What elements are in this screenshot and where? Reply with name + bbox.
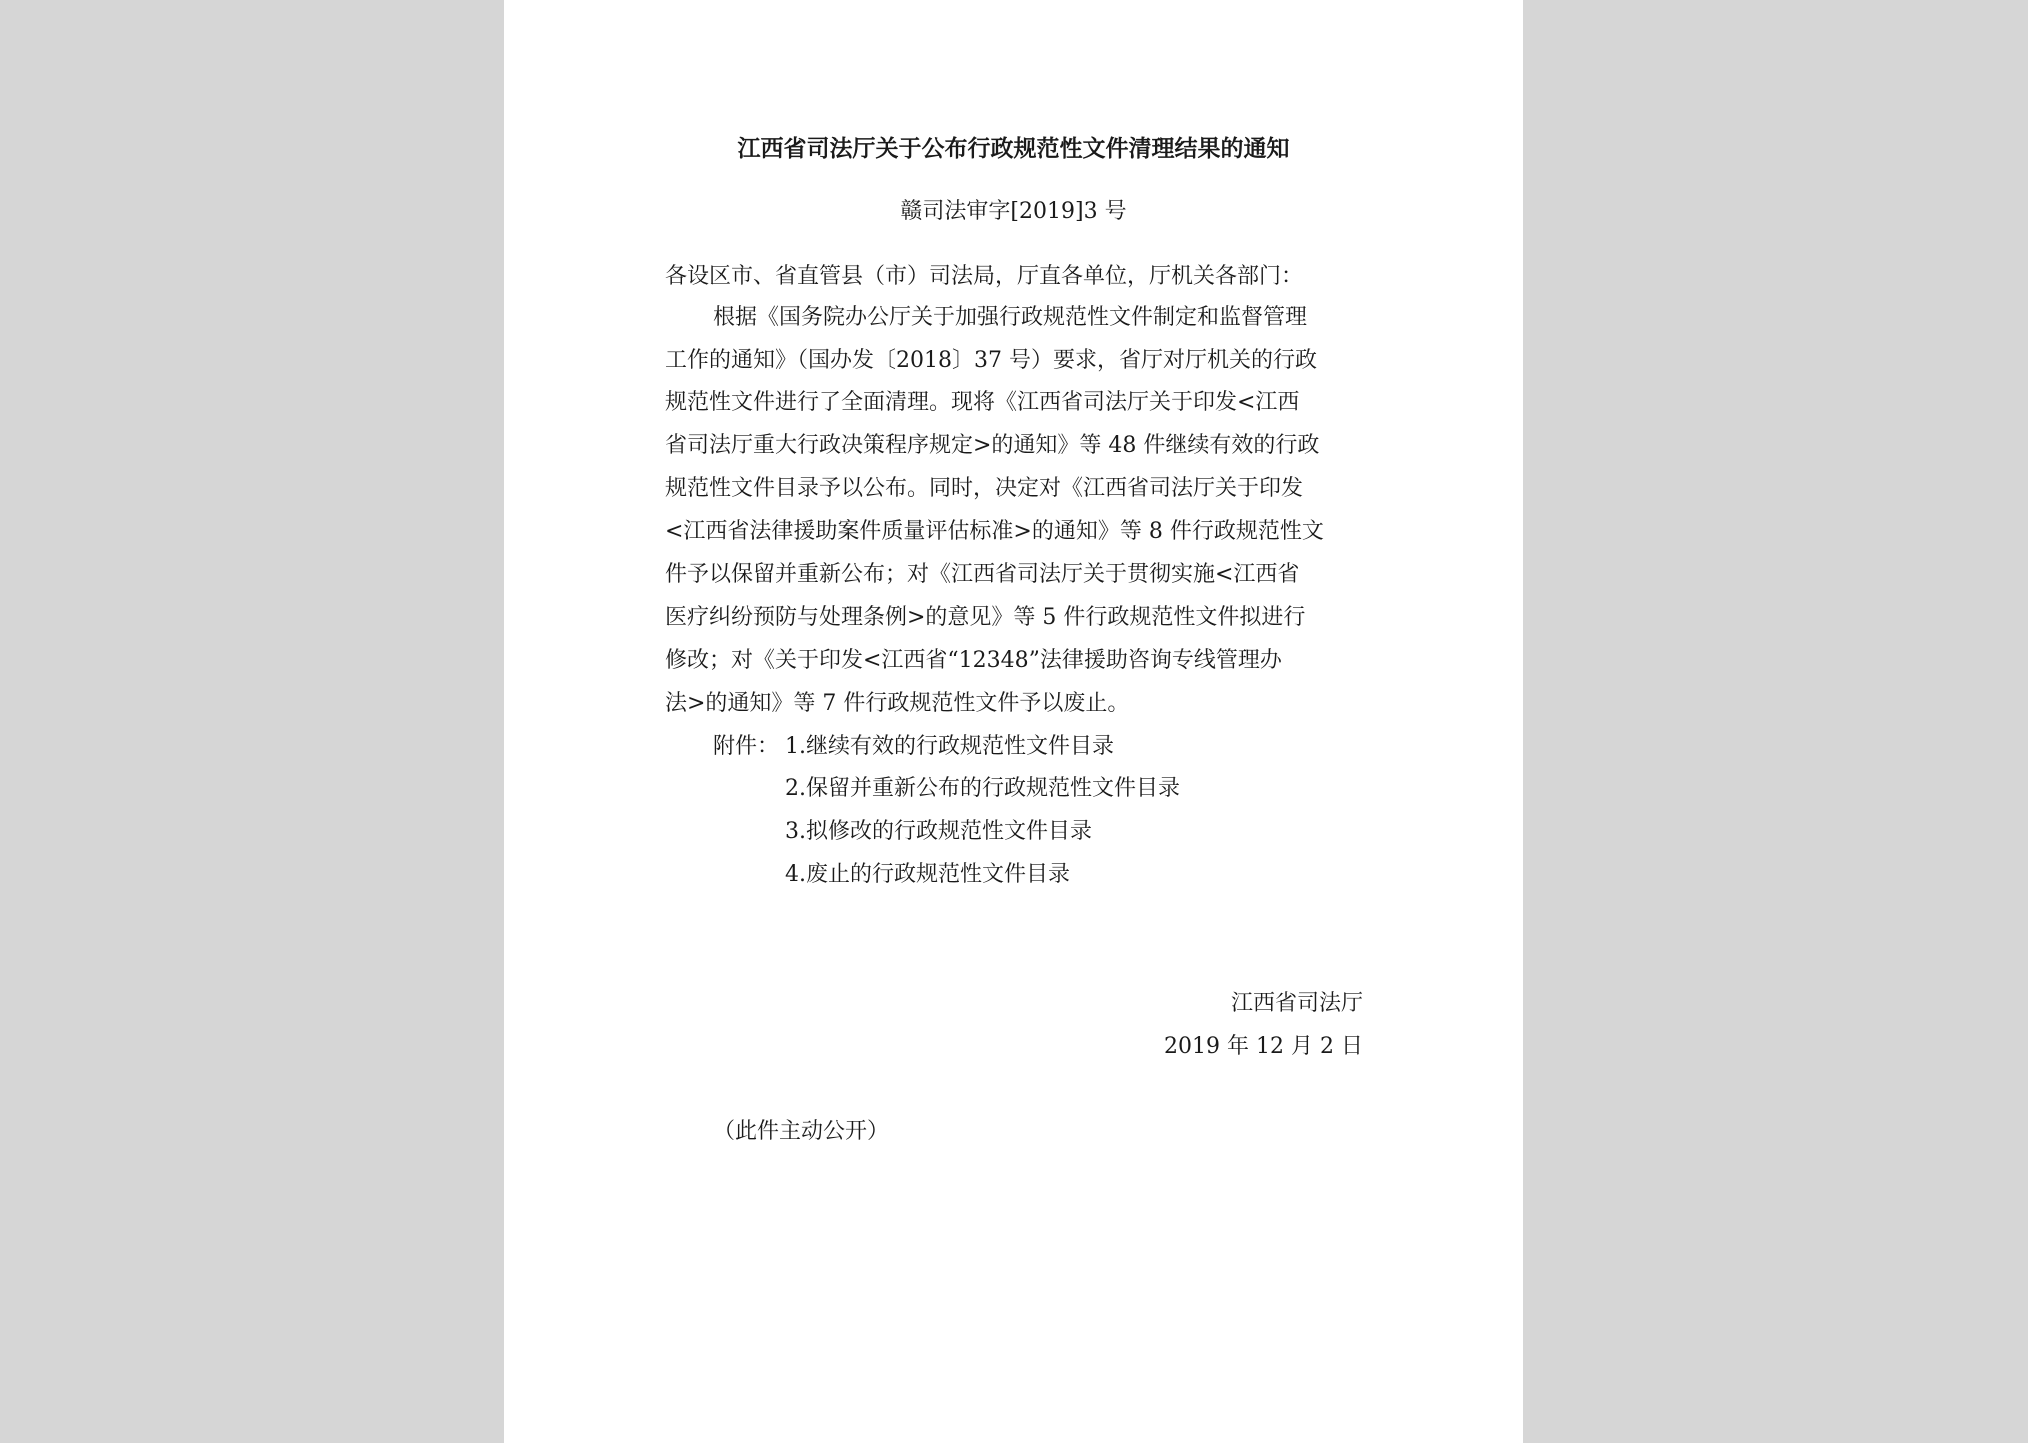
body-line: 根据《国务院办公厅关于加强行政规范性文件制定和监督管理: [713, 305, 1308, 330]
attachment-item: 1.继续有效的行政规范性文件目录: [785, 734, 1114, 759]
body-line: 规范性文件进行了全面清理。现将《江西省司法厅关于印发<江西: [665, 390, 1300, 415]
attachments-label: 附件：: [713, 734, 780, 759]
document-page: [504, 0, 1523, 1443]
body-line: <江西省法律援助案件质量评估标准>的通知》等 8 件行政规范性文: [665, 519, 1324, 544]
issuer-signature: 江西省司法厅: [1230, 991, 1363, 1016]
attachment-item: 3.拟修改的行政规范性文件目录: [785, 819, 1092, 844]
document-title: 江西省司法厅关于公布行政规范性文件清理结果的通知: [737, 135, 1290, 162]
body-line: 规范性文件目录予以公布。同时，决定对《江西省司法厅关于印发: [665, 476, 1304, 501]
body-line: 件予以保留并重新公布；对《江西省司法厅关于贯彻实施<江西省: [665, 562, 1300, 587]
salutation: 各设区市、省直管县（市）司法局，厅直各单位，厅机关各部门：: [665, 264, 1304, 289]
body-line: 修改；对《关于印发<江西省“12348”法律援助咨询专线管理办: [665, 648, 1282, 673]
body-line: 医疗纠纷预防与处理条例>的意见》等 5 件行政规范性文件拟进行: [665, 605, 1306, 630]
disclosure-note: （此件主动公开）: [713, 1119, 890, 1144]
attachment-item: 2.保留并重新公布的行政规范性文件目录: [785, 776, 1180, 801]
body-line: 省司法厅重大行政决策程序规定>的通知》等 48 件继续有效的行政: [665, 433, 1320, 458]
document-number: 赣司法审字[2019]3 号: [900, 199, 1127, 224]
attachment-item: 4.废止的行政规范性文件目录: [785, 862, 1070, 887]
body-line: 法>的通知》等 7 件行政规范性文件予以废止。: [665, 691, 1130, 716]
issue-date: 2019 年 12 月 2 日: [1164, 1034, 1363, 1059]
body-line: 工作的通知》（国办发〔2018〕37 号）要求，省厅对厅机关的行政: [665, 348, 1317, 373]
